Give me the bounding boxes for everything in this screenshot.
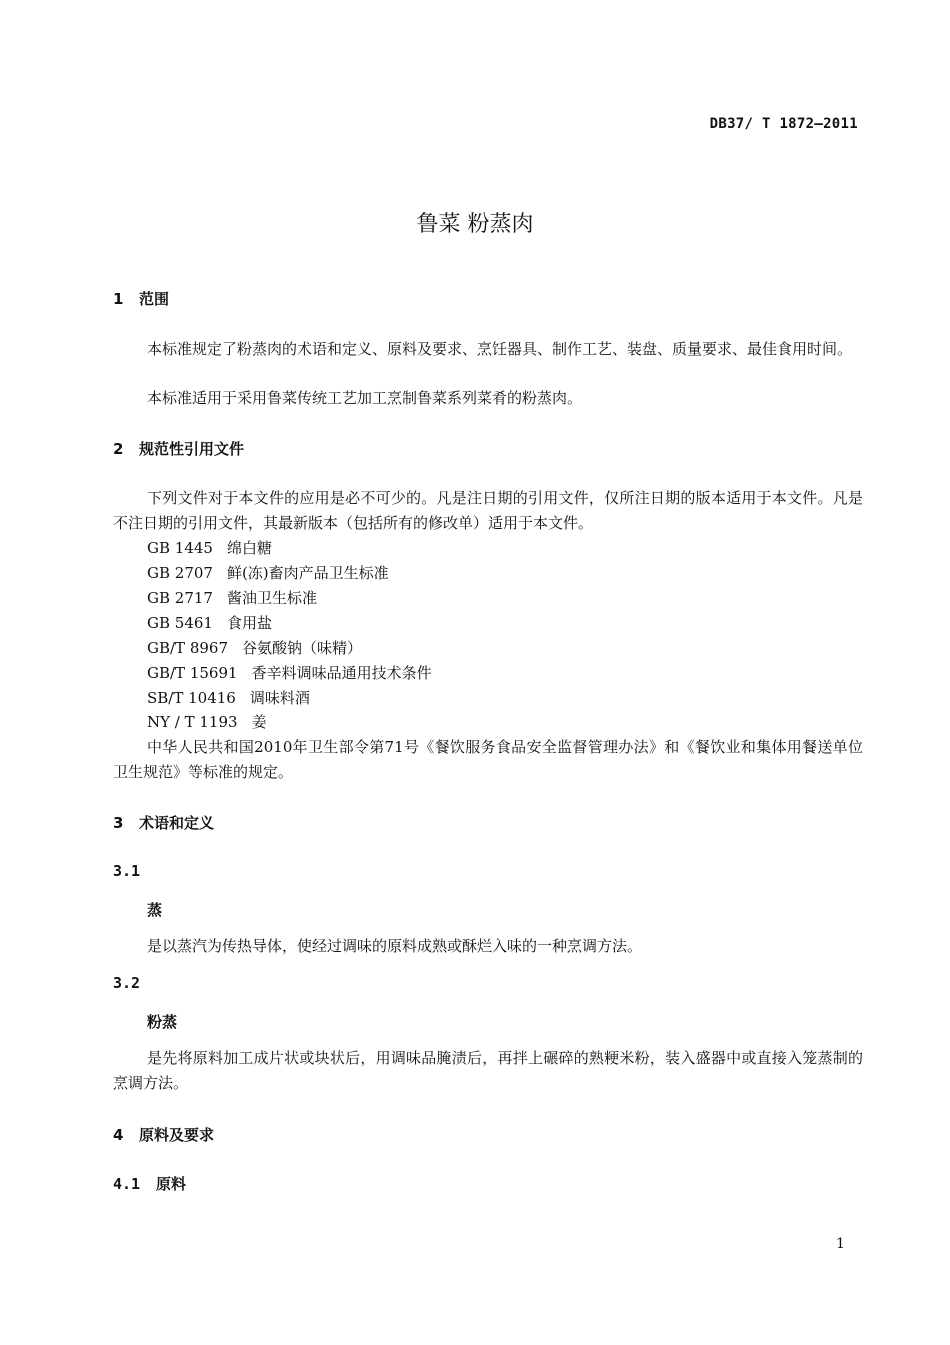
- reference-code: GB 5461: [147, 614, 213, 632]
- section-title: 范围: [139, 290, 170, 308]
- page-number: 1: [836, 1236, 845, 1252]
- reference-item: [147, 710, 267, 735]
- scope-paragraph-2: 本标准适用于采用鲁菜传统工艺加工烹制鲁菜系列菜肴的粉蒸肉。: [147, 389, 583, 407]
- scope-paragraph-1: 本标准规定了粉蒸肉的术语和定义、原料及要求、烹饪器具、制作工艺、装盘、质量要求、最佳食用时间。: [147, 340, 853, 358]
- subsection-title: 原料: [156, 1175, 187, 1193]
- reference-code: GB 1445: [147, 539, 213, 557]
- reference-item: [147, 636, 362, 661]
- reference-code: SB/T 10416: [147, 689, 236, 707]
- reference-code: GB/T 15691: [147, 664, 238, 682]
- standard-number: DB37/ T 1872—2011: [709, 116, 858, 132]
- section-number: 1: [113, 290, 124, 308]
- reference-title: 谷氨酸钠（味精）: [242, 639, 363, 657]
- term-3-2-name: 粉蒸: [147, 1013, 178, 1031]
- reference-title: 香辛料调味品通用技术条件: [251, 664, 432, 682]
- reference-title: 绵白糖: [226, 539, 272, 557]
- reference-item: [147, 661, 432, 686]
- reference-title: 食用盐: [226, 614, 272, 632]
- reference-title: 姜: [251, 713, 267, 731]
- term-3-2-number: 3.2: [113, 974, 141, 992]
- reference-item: [147, 686, 310, 711]
- section-title: 术语和定义: [139, 814, 215, 832]
- subsection-4-1-heading: [113, 1173, 186, 1194]
- section-number: 2: [113, 440, 124, 458]
- subsection-number: 4.1: [113, 1175, 141, 1193]
- reference-item: [147, 536, 272, 561]
- reference-title: 酱油卫生标准: [226, 589, 317, 607]
- reference-item: [147, 586, 317, 611]
- term-3-2-definition: 是先将原料加工成片状或块状后，用调味品腌渍后，再拌上碾碎的熟粳米粉，装入盛器中或直接入笼蒸制的烹调方法。: [113, 1049, 863, 1092]
- section-title: 规范性引用文件: [139, 440, 245, 458]
- references-closing-paragraph: 中华人民共和国2010年卫生部令第71号《餐饮服务食品安全监督管理办法》和《餐饮业和集体用餐送单位卫生规范》等标准的规定。: [113, 738, 863, 781]
- reference-code: GB/T 8967: [147, 639, 229, 657]
- term-3-1-definition: 是以蒸汽为传热导体，使经过调味的原料成熟或酥烂入味的一种烹调方法。: [147, 937, 643, 955]
- reference-item: [147, 611, 272, 636]
- document-title: 鲁菜 粉蒸肉: [416, 212, 534, 237]
- term-3-1-name: 蒸: [147, 901, 163, 919]
- section-number: 4: [113, 1126, 124, 1144]
- section-2-heading: [113, 438, 244, 459]
- section-4-heading: [113, 1124, 214, 1145]
- reference-title: 鲜(冻)畜肉产品卫生标准: [226, 564, 389, 582]
- reference-code: NY / T 1193: [147, 713, 238, 731]
- section-number: 3: [113, 814, 124, 832]
- section-title: 原料及要求: [139, 1126, 215, 1144]
- references-intro-paragraph: 下列文件对于本文件的应用是必不可少的。凡是注日期的引用文件，仅所注日期的版本适用于本文件。凡是不注日期的引用文件，其最新版本（包括所有的修改单）适用于本文件。: [113, 489, 863, 532]
- reference-title: 调味料酒: [249, 689, 310, 707]
- reference-code: GB 2707: [147, 564, 213, 582]
- reference-code: GB 2717: [147, 589, 213, 607]
- section-3-heading: [113, 812, 214, 833]
- reference-item: [147, 561, 389, 586]
- section-1-heading: [113, 288, 169, 309]
- term-3-1-number: 3.1: [113, 862, 141, 880]
